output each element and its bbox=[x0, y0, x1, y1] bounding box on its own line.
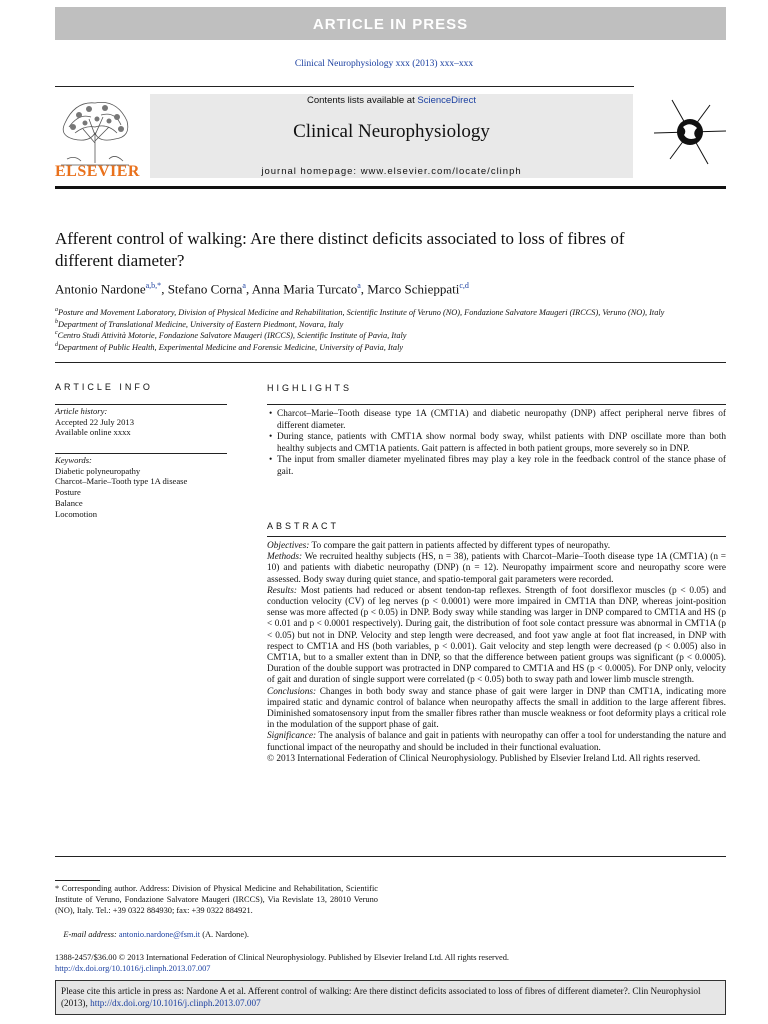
header-thick-rule bbox=[55, 186, 726, 189]
email-line bbox=[55, 930, 249, 939]
author-affiliation-marker[interactable]: c,d bbox=[459, 281, 469, 290]
article-in-press-banner: ARTICLE IN PRESS bbox=[55, 7, 726, 40]
corresponding-author-note: * Corresponding author. Address: Division of Physical Medicine and Rehabilitation, Scientific Institute of Veruno, Fondazione Salvatore Maugeri (IRCCS), Via Revislate 13, 28010 Veruno (NO), Italy. Tel.: +39 0322 884930; fax: +39 0322 884921. bbox=[55, 884, 378, 915]
affiliation-marker: b bbox=[55, 318, 58, 325]
journal-reference-link[interactable]: Clinical Neurophysiology xxx (2013) xxx–xxx bbox=[294, 59, 474, 69]
abstract-rule bbox=[267, 536, 726, 537]
email-link[interactable]: antonio.nardone@fsm.it bbox=[118, 930, 201, 939]
elsevier-logo-text: ELSEVIER bbox=[55, 163, 140, 180]
methods-label: Methods: bbox=[267, 552, 303, 563]
author-separator: , bbox=[360, 281, 368, 297]
contents-prefix: Contents lists available at bbox=[307, 95, 418, 106]
author-name: Marco Schieppati bbox=[367, 281, 460, 297]
article-info-heading: ARTICLE INFO bbox=[55, 382, 153, 392]
abstract-heading: ABSTRACT bbox=[267, 521, 340, 531]
highlight-item: • During stance, patients with CMT1A show normal body sway, whilst patients with DNP oscillate more than both healthy subjects and CMT1A patients. Gait pattern is affected in both patient groups, more severely so in DNP. bbox=[269, 432, 726, 454]
journal-homepage[interactable]: journal homepage: www.elsevier.com/locate/clinph bbox=[261, 166, 522, 177]
article-history bbox=[55, 406, 230, 438]
author-separator: , bbox=[245, 281, 252, 297]
abstract-methods bbox=[267, 552, 726, 586]
results-label: Results: bbox=[267, 585, 297, 596]
highlights-rule bbox=[267, 404, 726, 405]
keyword: Posture bbox=[55, 487, 81, 498]
article-info-rule bbox=[55, 404, 227, 405]
section-rule bbox=[55, 362, 726, 363]
highlights-list bbox=[267, 409, 726, 478]
issn-block bbox=[55, 952, 509, 974]
citation-box bbox=[55, 980, 726, 1015]
author-affiliation-marker[interactable]: a,b,* bbox=[145, 281, 162, 290]
affiliation-text: Department of Translational Medicine, University of Eastern Piedmont, Novara, Italy bbox=[58, 319, 344, 329]
highlight-text: Charcot–Marie–Tooth disease type 1A (CMT1A) and diabetic neuropathy (DNP) affect peripheral nerve fibres of different diameter. bbox=[277, 409, 726, 431]
abstract-copyright: © 2013 International Federation of Clinical Neurophysiology. Published by Elsevier Ireland Ltd. All rights reserved. bbox=[267, 753, 701, 764]
affiliation-text: Posture and Movement Laboratory, Division of Physical Medicine and Rehabilitation, Scientific Institute of Veruno (NO), Fondazione Salvatore Maugeri (IRCCS), Veruno (NO), Italy bbox=[58, 307, 665, 317]
keywords-block bbox=[55, 455, 230, 519]
doi-link[interactable]: http://dx.doi.org/10.1016/j.clinph.2013.07.007 bbox=[55, 964, 211, 973]
objectives-text: To compare the gait pattern in patients affected by different types of neuropathy. bbox=[311, 541, 611, 551]
keyword: Locomotion bbox=[55, 508, 98, 519]
journal-emblem-icon bbox=[650, 97, 730, 167]
results-text: Most patients had reduced or absent tendon-tap reflexes. Strength of foot dorsiflexor muscles (p < 0.05) and conduction velocity (CV) of leg nerves (p < 0.0001) were more impaired in CMT1A than DNP, whereas joint-position sense was more affected (p < 0.05) in DNP. Body sway while standing was larger in DNP compared to CMT1A and HS (p < 0.01 and p < 0.0001 respectively). During gait, the distribution of foot sole contact pressure was abnormal in CMT1A (p < 0.05) but not in DNP. Velocity and step length were decreased, and foot yaw angle at foot flat increased, in DNP with respect to CMT1A and HS (both variables, p < 0.001). Gait velocity and step length were decreased (p < 0.005) also in CMT1A, but to a smaller extent than in DNP, so that the difference between patient groups was significant (p < 0.0005). Duration of the double support was protracted in DNP compared to CMT1A and HS (p < 0.0005). For DNP only, velocity of gait and duration of single support were correlated (p < 0.05) both to sway path and lower limb muscle strength. bbox=[267, 585, 726, 686]
author-name: Antonio Nardone bbox=[55, 281, 146, 297]
methods-text: We recruited healthy subjects (HS, n = 38), patients with Charcot–Marie–Tooth disease type 1A (CMT1A) (n = 10) and patients with diabetic neuropathy (DNP) (n = 12). Neuropathy impairment score and neuropathy score were assessed. Body sway during quiet stance, and spatio-temporal gait parameters were recorded. bbox=[267, 552, 726, 585]
email-label: E-mail address: bbox=[63, 930, 117, 939]
author-list bbox=[55, 281, 469, 297]
author-name: Anna Maria Turcato bbox=[251, 281, 358, 297]
abstract-body bbox=[267, 541, 726, 765]
footnote-rule bbox=[55, 880, 100, 881]
significance-text: The analysis of balance and gait in patients with neuropathy can offer a tool for understanding the nature and functional impact of the neuropathy and should be included in their functional evaluation. bbox=[267, 731, 726, 753]
affiliation-marker: a bbox=[55, 307, 58, 313]
significance-label: Significance: bbox=[267, 731, 317, 742]
journal-title: Clinical Neurophysiology bbox=[293, 121, 490, 142]
abstract-conclusions bbox=[267, 687, 726, 732]
abstract-objectives bbox=[267, 541, 726, 552]
citation-text: Please cite this article in press as: Nardone A et al. Afferent control of walking: Are there distinct deficits associated to loss of fibres of different diameter?. Clin Neurophysiol (2013), bbox=[61, 986, 701, 1008]
author-name: Stefano Corna bbox=[167, 281, 243, 297]
email-suffix: (A. Nardone). bbox=[200, 930, 249, 939]
article-title: Afferent control of walking: Are there distinct deficits associated to loss of fibres of different diameter? bbox=[55, 229, 625, 270]
keywords-rule bbox=[55, 453, 227, 454]
objectives-label: Objectives: bbox=[267, 541, 310, 551]
issn-line: 1388-2457/$36.00 © 2013 International Federation of Clinical Neurophysiology. Published by Elsevier Ireland Ltd. All rights reserved. bbox=[55, 953, 510, 962]
header-rule bbox=[55, 86, 634, 87]
abstract-results bbox=[267, 586, 726, 687]
conclusions-text: Changes in both body sway and stance phase of gait were larger in DNP than CMT1A, indicating more impaired static and dynamic control of balance when neuropathy affects the small in addition to the large afferent fibres. Diminished somatosensory input from the smaller fibres rather than muscle weakness or foot deformity plays a critical role in the modulation of the support phase of gait. bbox=[267, 686, 726, 731]
keywords-label: Keywords: bbox=[55, 455, 92, 465]
author-affiliation-marker[interactable]: a bbox=[357, 281, 361, 290]
affiliation-marker: d bbox=[55, 341, 58, 348]
affiliation-text: Centro Studi Attività Motorie, Fondazione Salvatore Maugeri (IRCCS), Scientific Institute of Pavia, Italy bbox=[57, 330, 407, 340]
abstract-significance bbox=[267, 731, 726, 753]
author-separator: , bbox=[161, 281, 168, 297]
accepted-date: Accepted 22 July 2013 bbox=[55, 416, 134, 427]
keyword: Charcot–Marie–Tooth type 1A disease bbox=[55, 476, 188, 487]
affiliation-text: Department of Public Health, Experimental Medicine and Forensic Medicine, University of Pavia, Italy bbox=[58, 342, 404, 352]
conclusions-label: Conclusions: bbox=[267, 686, 317, 697]
highlight-item: • Charcot–Marie–Tooth disease type 1A (CMT1A) and diabetic neuropathy (DNP) affect peripheral nerve fibres of different diameter. bbox=[269, 409, 726, 431]
author-affiliation-marker[interactable]: a bbox=[242, 281, 246, 290]
affiliation-marker: c bbox=[55, 330, 58, 336]
highlight-item: • The input from smaller diameter myelinated fibres may play a key role in the feedback control of the stance phase of gait. bbox=[269, 455, 726, 477]
keyword: Balance bbox=[55, 497, 83, 508]
highlight-text: During stance, patients with CMT1A show normal body sway, whilst patients with DNP oscillate more than both healthy subjects and CMT1A patients. Gait pattern is affected in both patient groups, more severely so in DNP. bbox=[277, 432, 726, 454]
available-online: Available online xxxx bbox=[55, 427, 131, 438]
highlight-text: The input from smaller diameter myelinated fibres may play a key role in the feedback control of the stance phase of gait. bbox=[277, 455, 726, 477]
history-label: Article history: bbox=[55, 406, 108, 416]
affiliation-d bbox=[55, 340, 735, 353]
keyword: Diabetic polyneuropathy bbox=[55, 465, 141, 476]
sciencedirect-link[interactable]: ScienceDirect bbox=[417, 95, 476, 106]
highlights-heading: HIGHLIGHTS bbox=[267, 383, 353, 393]
bottom-rule bbox=[55, 856, 726, 857]
contents-line bbox=[150, 95, 633, 106]
citation-doi-link[interactable]: http://dx.doi.org/10.1016/j.clinph.2013.07.007 bbox=[90, 998, 261, 1008]
